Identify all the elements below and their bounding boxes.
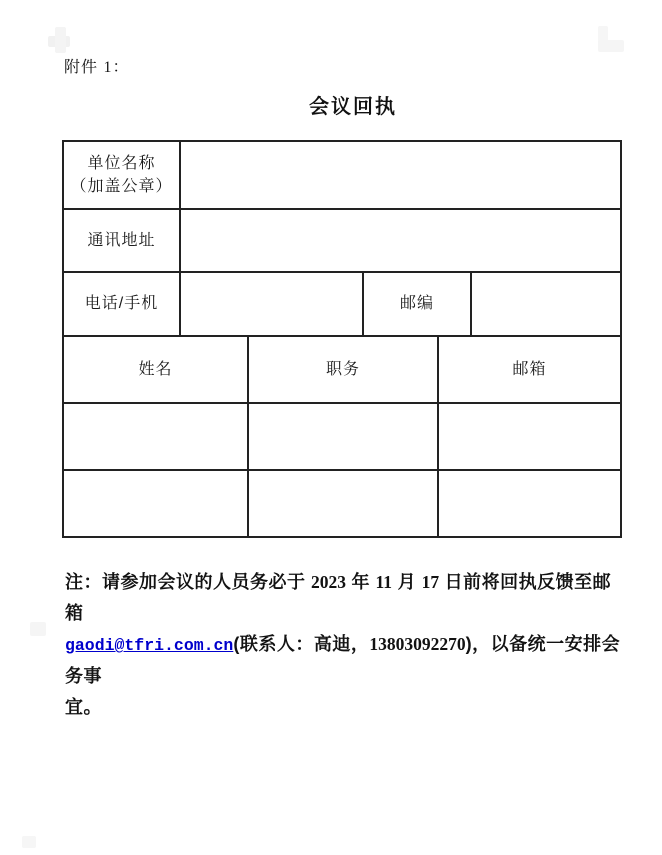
note-tail-line2: )，以备统一安排会务事 (65, 634, 621, 686)
scan-artifact-top-left-2 (55, 27, 66, 53)
meeting-reply-form-table (62, 140, 620, 538)
attendee-row-2 (63, 470, 621, 537)
form-table-attendees (62, 335, 622, 538)
attendee1-position-cell[interactable] (248, 403, 438, 470)
table-row-address (63, 209, 621, 272)
table-row-phone (63, 272, 621, 336)
column-header-email: 邮箱 (438, 336, 621, 403)
phone-label: 电话/手机 (63, 272, 180, 336)
note-month-unit: 月 (392, 572, 422, 592)
attendee2-position-cell[interactable] (248, 470, 438, 537)
contact-phone: 13803092270 (369, 634, 466, 654)
note-year-unit: 年 (346, 572, 376, 592)
attachment-prefix: 附件 (64, 59, 104, 76)
unit-name-label-line1: 单位名称 (87, 154, 156, 172)
note-intro: 注：请参加会议的人员务必于 (65, 572, 311, 592)
unit-name-label (63, 141, 180, 209)
attendee1-email-cell[interactable] (438, 403, 621, 470)
attachment-number: 1 (103, 59, 113, 76)
form-table-upper (62, 140, 622, 337)
footnote (65, 567, 625, 723)
attachment-colon: ： (112, 59, 130, 76)
note-deadline: 日前将回执反馈至邮箱 (65, 572, 612, 623)
attendee1-name-cell[interactable] (63, 403, 248, 470)
address-label: 通讯地址 (63, 209, 180, 272)
note-contact-open: (联系人：高迪， (233, 634, 370, 654)
scan-artifact-bottom-left (22, 836, 36, 848)
address-input-cell[interactable] (180, 209, 621, 272)
note-year: 2023 (311, 572, 346, 592)
note-day: 17 (421, 572, 440, 592)
email-link[interactable]: gaodi@tfri.com.cn (65, 636, 234, 655)
attendee2-email-cell[interactable] (438, 470, 621, 537)
postcode-label: 邮编 (363, 272, 471, 336)
unit-name-label-line2: （加盖公章） (70, 178, 173, 195)
table-header-row (63, 336, 621, 403)
table-row-unit-name (63, 141, 621, 209)
note-tail-line3: 宜。 (65, 697, 102, 717)
phone-input-cell[interactable] (180, 272, 363, 336)
column-header-position: 职务 (248, 336, 438, 403)
scan-artifact-left-margin (30, 622, 46, 636)
postcode-input-cell[interactable] (471, 272, 621, 336)
attachment-heading (64, 54, 129, 77)
note-month: 11 (375, 572, 393, 592)
unit-name-input-cell[interactable] (180, 141, 621, 209)
page-title: 会议回执 (309, 96, 397, 118)
attendee2-name-cell[interactable] (63, 470, 248, 537)
scan-artifact-top-right-2 (598, 40, 624, 52)
attendee-row-1 (63, 403, 621, 470)
column-header-name: 姓名 (63, 336, 248, 403)
